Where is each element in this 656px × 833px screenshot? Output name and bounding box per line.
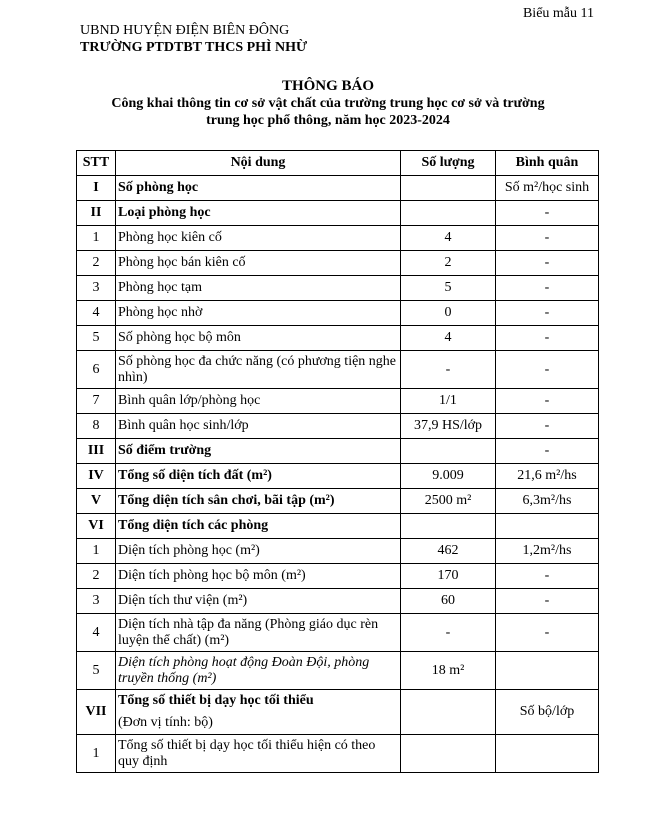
row-stt: 4 (77, 301, 116, 326)
row-content: Diện tích thư viện (m²) (116, 589, 401, 614)
org-district: UBND HUYỆN ĐIỆN BIÊN ĐÔNG (80, 23, 290, 38)
row-stt: 6 (77, 351, 116, 389)
org-school: TRƯỜNG PTDTBT THCS PHÌ NHỪ (80, 40, 308, 55)
row-quantity (401, 735, 496, 773)
row-content: Loại phòng học (116, 201, 401, 226)
table-row (77, 539, 599, 564)
row-stt: 5 (77, 652, 116, 690)
row-stt: 1 (77, 226, 116, 251)
table-row (77, 690, 599, 735)
table-row (77, 614, 599, 652)
row-quantity: 4 (401, 226, 496, 251)
row-content: Số phòng học bộ môn (116, 326, 401, 351)
header-quantity: Số lượng (401, 151, 496, 176)
table-row (77, 489, 599, 514)
row-content: Phòng học bán kiên cố (116, 251, 401, 276)
row-quantity: 9.009 (401, 464, 496, 489)
row-average: - (496, 301, 599, 326)
row-quantity (401, 439, 496, 464)
notice-title: THÔNG BÁO (281, 78, 375, 94)
row-quantity (401, 514, 496, 539)
row-average: - (496, 276, 599, 301)
row-stt: 3 (77, 276, 116, 301)
organization-header (80, 22, 307, 56)
row-content-group (116, 690, 401, 735)
row-quantity: 2500 m² (401, 489, 496, 514)
table-row (77, 226, 599, 251)
facilities-table (76, 150, 599, 773)
table-row (77, 564, 599, 589)
row-quantity: 462 (401, 539, 496, 564)
row-quantity: 37,9 HS/lớp (401, 414, 496, 439)
row-average: - (496, 389, 599, 414)
row-content: Tổng số thiết bị dạy học tối thiểu (118, 693, 314, 708)
row-average: - (496, 226, 599, 251)
row-average: - (496, 326, 599, 351)
row-content: Diện tích phòng hoạt động Đoàn Đội, phòng truyền thống (m²) (116, 652, 401, 690)
row-content: Số phòng học đa chức năng (có phương tiện nghe nhìn) (116, 351, 401, 389)
row-average: - (496, 439, 599, 464)
table-row (77, 276, 599, 301)
row-stt: VI (77, 514, 116, 539)
row-stt: I (77, 176, 116, 201)
row-average: 1,2m²/hs (496, 539, 599, 564)
row-stt: 4 (77, 614, 116, 652)
row-average (496, 735, 599, 773)
row-content: Tổng diện tích sân chơi, bãi tập (m²) (116, 489, 401, 514)
header-stt: STT (77, 151, 116, 176)
row-average: - (496, 251, 599, 276)
row-content: Tổng số thiết bị dạy học tối thiểu hiện có theo quy định (116, 735, 401, 773)
row-content: Phòng học kiên cố (116, 226, 401, 251)
row-content: Tổng diện tích các phòng (116, 514, 401, 539)
table-row (77, 176, 599, 201)
row-stt: III (77, 439, 116, 464)
table-row (77, 326, 599, 351)
row-quantity: 170 (401, 564, 496, 589)
row-average: - (496, 414, 599, 439)
row-average: - (496, 614, 599, 652)
table-row (77, 351, 599, 389)
row-content: Bình quân lớp/phòng học (116, 389, 401, 414)
row-average: - (496, 351, 599, 389)
row-average: - (496, 564, 599, 589)
row-quantity: - (401, 351, 496, 389)
notice-title-block (0, 78, 656, 129)
row-quantity: 2 (401, 251, 496, 276)
row-average: - (496, 589, 599, 614)
row-content: Bình quân học sinh/lớp (116, 414, 401, 439)
row-stt: II (77, 201, 116, 226)
row-content: Số phòng học (116, 176, 401, 201)
row-content: Diện tích phòng học (m²) (116, 539, 401, 564)
row-quantity: 0 (401, 301, 496, 326)
notice-subtitle-line1: Công khai thông tin cơ sở vật chất của trường trung học cơ sở và trường (111, 96, 545, 111)
row-content-unit: (Đơn vị tính: bộ) (118, 715, 213, 730)
row-stt: 5 (77, 326, 116, 351)
row-average: Số m²/học sinh (496, 176, 599, 201)
notice-subtitle-line2: trung học phổ thông, năm học 2023-2024 (206, 113, 450, 128)
row-content: Phòng học tạm (116, 276, 401, 301)
row-content: Diện tích phòng học bộ môn (m²) (116, 564, 401, 589)
row-average (496, 514, 599, 539)
row-quantity: 5 (401, 276, 496, 301)
table-row (77, 652, 599, 690)
row-stt: 2 (77, 564, 116, 589)
row-quantity: - (401, 614, 496, 652)
row-stt: 2 (77, 251, 116, 276)
row-stt: 1 (77, 539, 116, 564)
row-average: 6,3m²/hs (496, 489, 599, 514)
row-stt: 1 (77, 735, 116, 773)
table-row (77, 301, 599, 326)
table-row (77, 251, 599, 276)
table-row (77, 735, 599, 773)
row-stt: 7 (77, 389, 116, 414)
row-average: - (496, 201, 599, 226)
row-quantity: 18 m² (401, 652, 496, 690)
row-quantity (401, 176, 496, 201)
row-stt: V (77, 489, 116, 514)
form-number: Biểu mẫu 11 (522, 6, 594, 21)
row-content: Phòng học nhờ (116, 301, 401, 326)
header-average: Bình quân (496, 151, 599, 176)
row-stt: VII (77, 690, 116, 735)
table-header-row (77, 151, 599, 176)
row-average: 21,6 m²/hs (496, 464, 599, 489)
header-content: Nội dung (116, 151, 401, 176)
row-average: Số bộ/lớp (496, 690, 599, 735)
row-quantity (401, 201, 496, 226)
table-row (77, 414, 599, 439)
row-quantity (401, 690, 496, 735)
table-row (77, 439, 599, 464)
row-stt: 8 (77, 414, 116, 439)
table-row (77, 464, 599, 489)
row-content: Số điểm trường (116, 439, 401, 464)
row-content: Tổng số diện tích đất (m²) (116, 464, 401, 489)
row-quantity: 4 (401, 326, 496, 351)
row-quantity: 1/1 (401, 389, 496, 414)
row-content: Diện tích nhà tập đa năng (Phòng giáo dục rèn luyện thể chất) (m²) (116, 614, 401, 652)
row-quantity: 60 (401, 589, 496, 614)
row-stt: IV (77, 464, 116, 489)
table-row (77, 589, 599, 614)
table-row (77, 201, 599, 226)
row-average (496, 652, 599, 690)
table-row (77, 514, 599, 539)
table-row (77, 389, 599, 414)
row-stt: 3 (77, 589, 116, 614)
